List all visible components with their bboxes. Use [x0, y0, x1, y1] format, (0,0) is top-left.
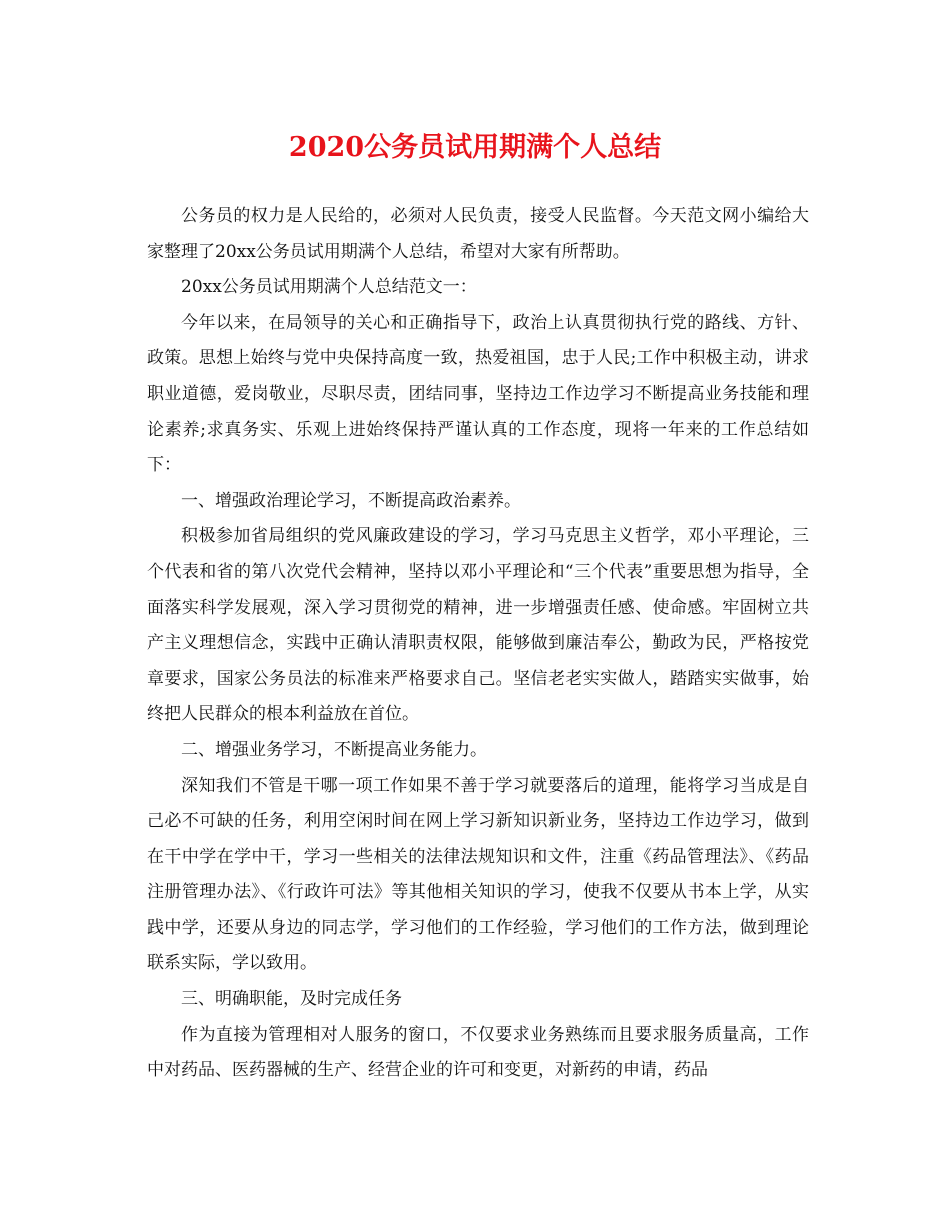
section-heading-3: 三、明确职能，及时完成任务: [181, 989, 402, 1010]
section-heading-1: 一、增强政治理论学习，不断提高政治素养。: [181, 490, 521, 511]
paragraph-section-1: 积极参加省局组织的党风廉政建设的学习，学习马克思主义哲学，邓小平理论，三个代表和省的第八次党代会精神，坚持以邓小平理论和“三个代表”重要思想为指导，全面落实科学发展观，深入学习贯彻党的精神，进一步增强责任感、使命感。牢固树立共产主义理想信念，实践中正确认清职责权限，能够做到廉洁奉公，勤政为民，严格按党章要求，国家公务员法的标准来严格要求自己。坚信老老实实做人，踏踏实实做事，始终把人民群众的根本利益放在首位。: [147, 526, 809, 725]
paragraph-section-3: 作为直接为管理相对人服务的窗口，不仅要求业务熟练而且要求服务质量高，工作中对药品、医药器械的生产、经营企业的许可和变更，对新药的申请，药品: [147, 1024, 809, 1081]
paragraph-section-2: 深知我们不管是干哪一项工作如果不善于学习就要落后的道理，能将学习当成是自己必不可缺的任务，利用空闲时间在网上学习新知识新业务，坚持边工作边学习，做到在干中学在学中干，学习一些相关的法律法规知识和文件，注重《药品管理法》、《药品注册管理办法》、《行政许可法》等其他相关知识的学习，使我不仅要从书本上学，从实践中学，还要从身边的同志学，学习他们的工作经验，学习他们的工作方法，做到理论联系实际，学以致用。: [147, 775, 809, 974]
paragraph-intro: 公务员的权力是人民给的，必须对人民负责，接受人民监督。今天范文网小编给大家整理了20xx公务员试用期满个人总结，希望对大家有所帮助。: [147, 206, 809, 262]
paragraph-overview: 今年以来，在局领导的关心和正确指导下，政治上认真贯彻执行党的路线、方针、政策。思想上始终与党中央保持高度一致，热爱祖国，忠于人民;工作中积极主动，讲求职业道德，爱岗敬业，尽职尽责，团结同事，坚持边工作边学习不断提高业务技能和理论素养;求真务实、乐观上进始终保持严谨认真的工作态度，现将一年来的工作总结如下：: [147, 312, 809, 476]
section-heading-2: 二、增强业务学习，不断提高业务能力。: [181, 739, 487, 760]
document-body: [147, 199, 809, 1089]
document-title: 2020公务员试用期满个人总结: [288, 132, 662, 163]
paragraph-sample-heading: 20xx公务员试用期满个人总结范文一：: [181, 277, 477, 298]
